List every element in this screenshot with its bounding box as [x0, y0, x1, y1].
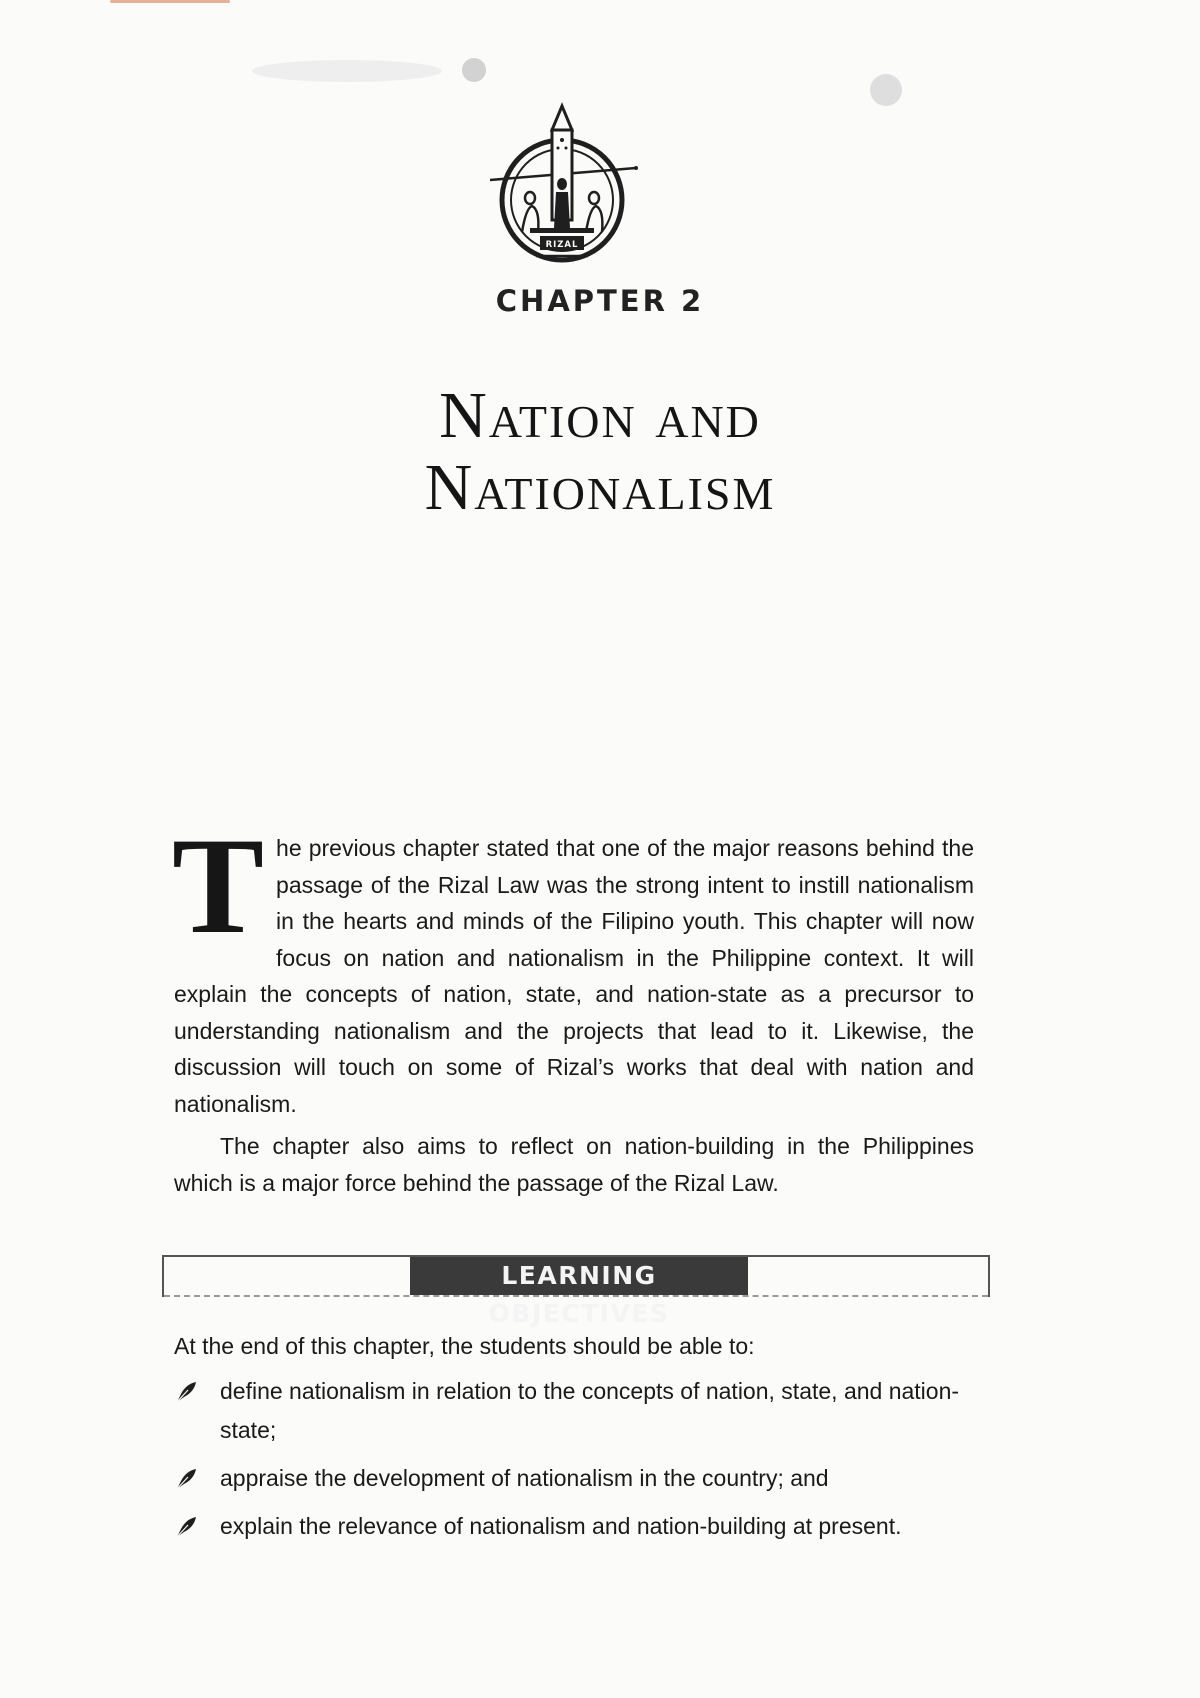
quill-pen-icon	[174, 1467, 198, 1491]
list-item	[174, 1372, 974, 1450]
learning-objectives-heading: LEARNING OBJECTIVES	[410, 1257, 748, 1295]
logo-text: RIZAL	[545, 240, 579, 250]
intro-paragraph-1	[172, 809, 974, 1122]
list-item	[174, 1507, 974, 1546]
chapter-title-line1: Nation and	[439, 379, 761, 452]
learning-objectives-intro: At the end of this chapter, the students should be able to:	[174, 1333, 755, 1359]
objective-text: appraise the development of nationalism in the country; and	[220, 1465, 829, 1491]
scan-streak	[110, 0, 230, 3]
intro-paragraph-2: The chapter also aims to reflect on nation-building in the Philippines which is a major force behind the passage of the Rizal Law.	[174, 1133, 974, 1196]
objective-text: explain the relevance of nationalism and nation-building at present.	[220, 1513, 902, 1539]
rizal-monument-logo	[490, 100, 640, 280]
quill-pen-icon	[174, 1515, 198, 1539]
objective-text: define nationalism in relation to the concepts of nation, state, and nation-state;	[220, 1378, 960, 1443]
list-item	[174, 1459, 974, 1498]
scan-smudge	[462, 58, 486, 82]
drop-cap: T	[172, 809, 265, 962]
chapter-label: CHAPTER 2	[495, 284, 705, 318]
chapter-title-line2: Nationalism	[424, 451, 776, 524]
scan-smudge	[252, 60, 442, 82]
chapter-title	[0, 380, 1200, 524]
chapter-introduction	[172, 809, 974, 1201]
scan-smudge	[870, 74, 902, 106]
quill-pen-icon	[174, 1380, 198, 1404]
intro-paragraph-1-text: he previous chapter stated that one of the major reasons behind the passage of the Rizal Law was the strong intent to instill nationalism in the hearts and minds of the Filipino youth. This chapter will now focus on nation and nationalism in the Philippine context. It will explain the concepts of nation, state, and nation-state as a precursor to understanding nationalism and the projects that lead to it. Likewise, the discussion will touch on some of Rizal’s works that deal with nation and nationalism.	[174, 835, 974, 1117]
learning-objectives-list	[174, 1372, 974, 1555]
